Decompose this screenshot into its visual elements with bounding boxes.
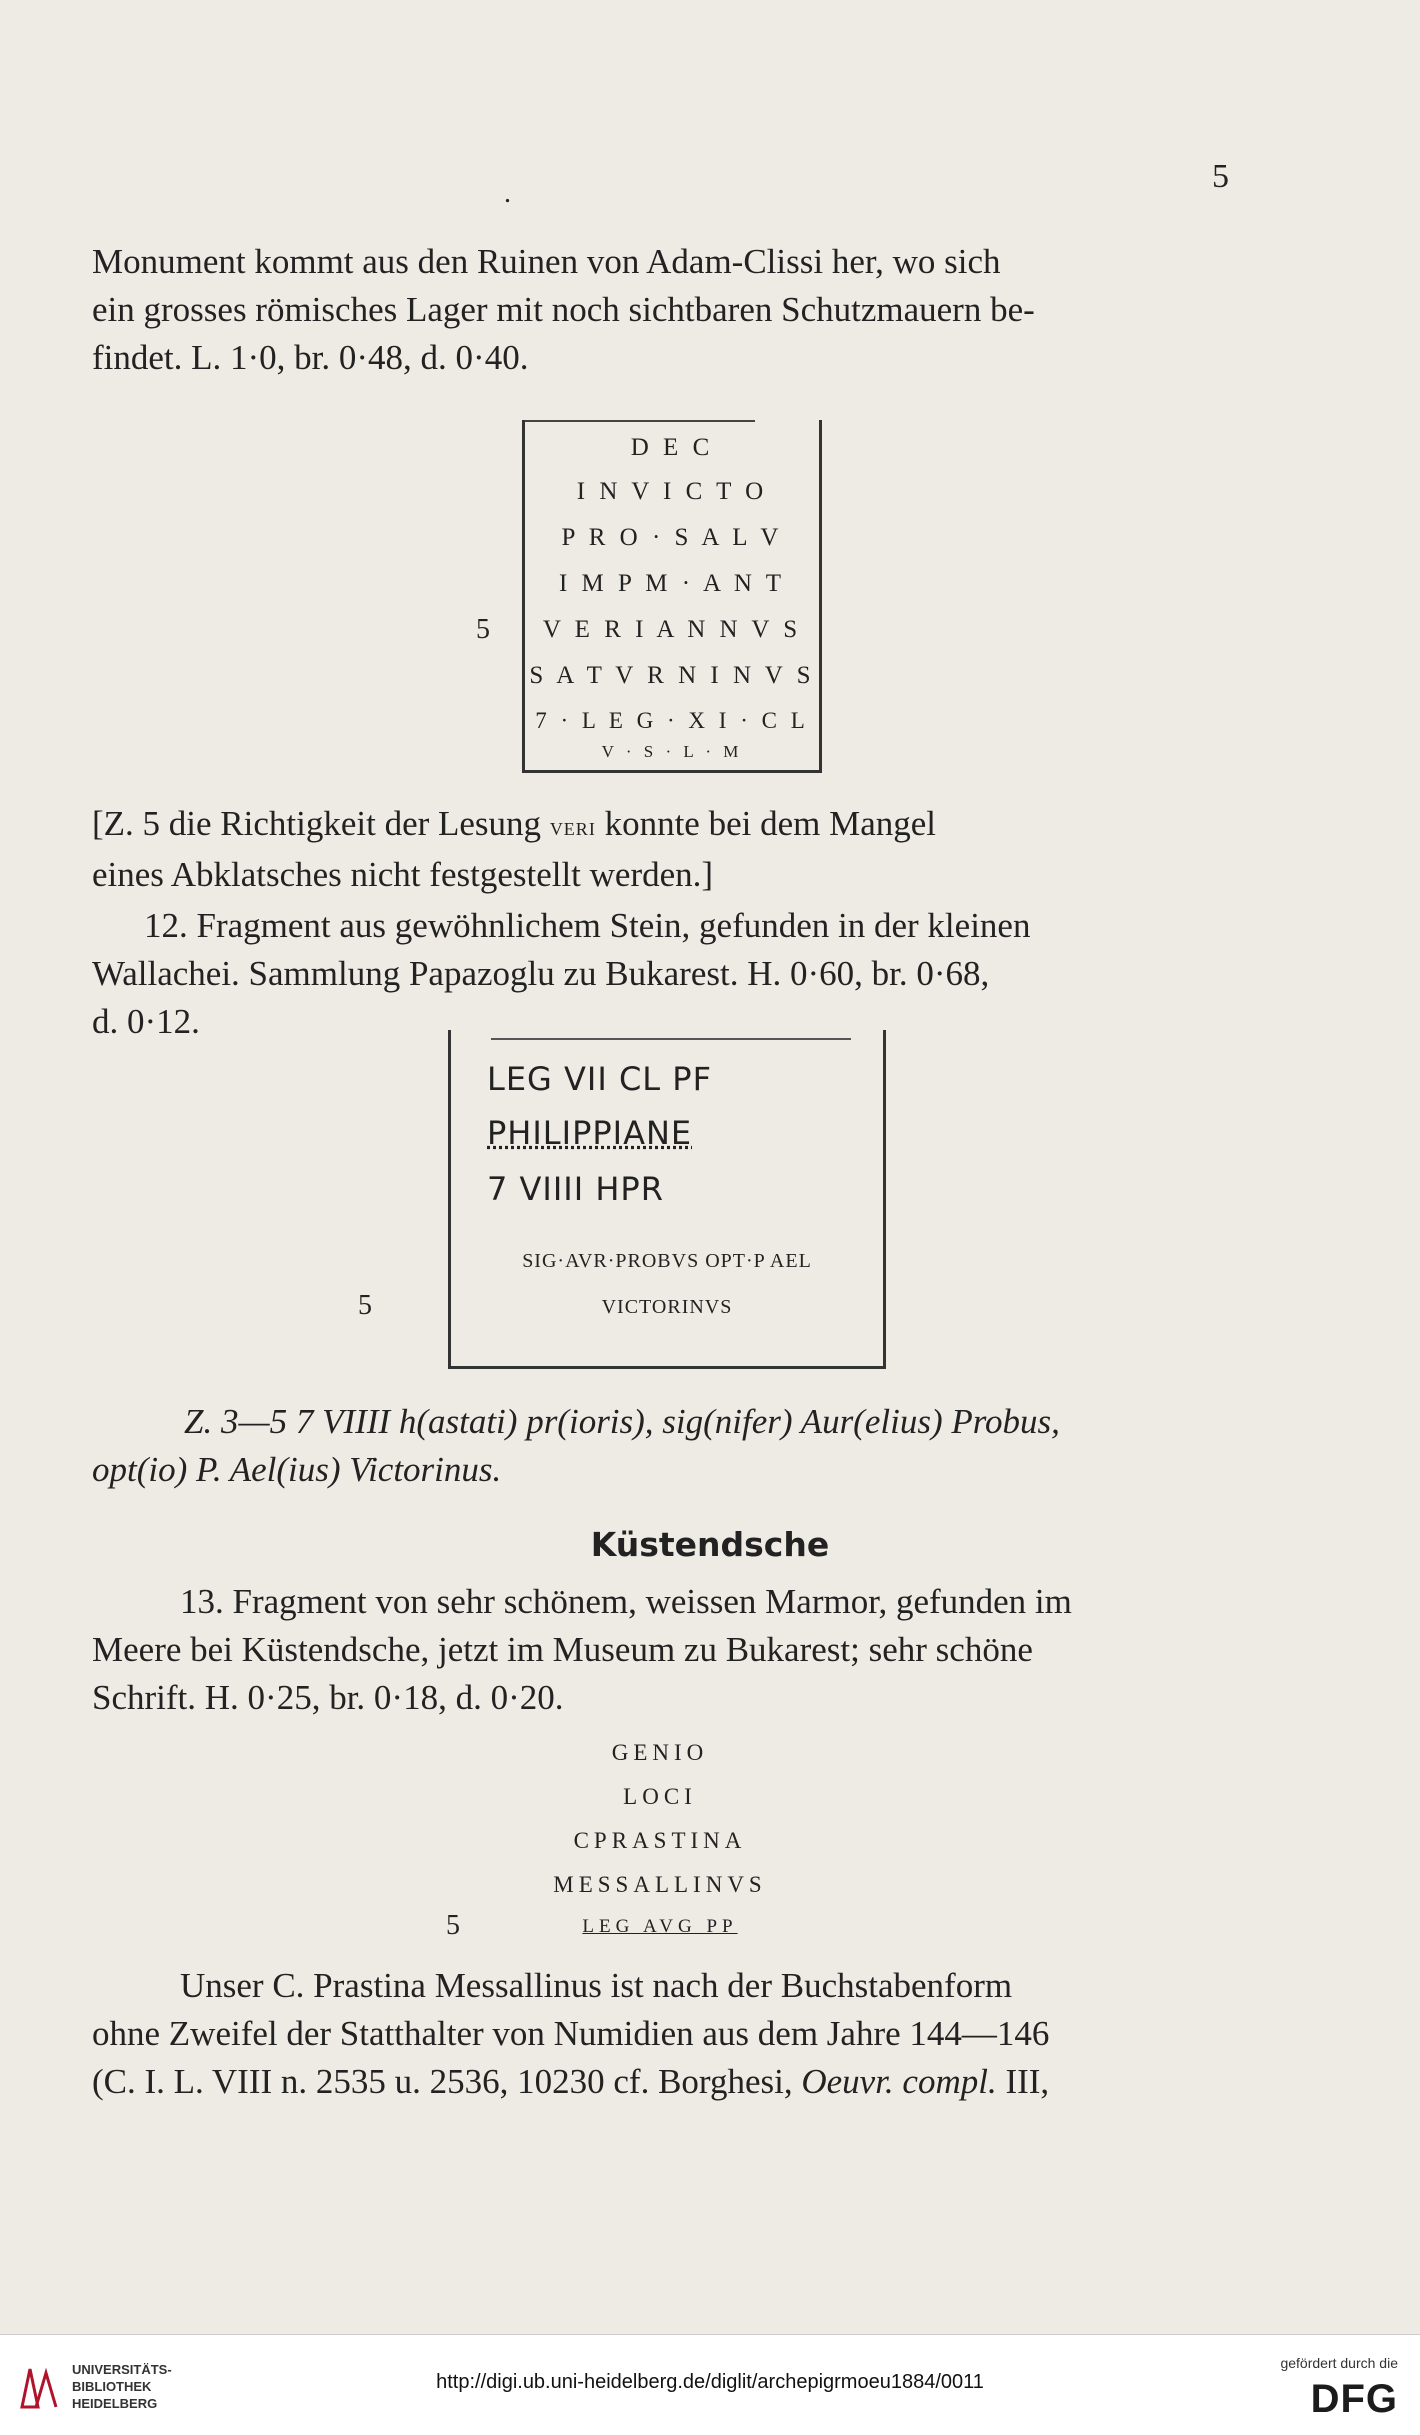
text-line xyxy=(92,2058,1236,2106)
inscription-line: P R O · S A L V xyxy=(561,524,783,551)
text-line: d. 0·12. xyxy=(92,1002,200,1041)
paragraph-prastina xyxy=(92,1962,1236,2106)
inscription-line: I M P M · A N T xyxy=(558,570,785,597)
dfg-logo[interactable]: DFG xyxy=(1310,2377,1398,2421)
inscription-line-number: 5 xyxy=(358,1290,372,1321)
text-line: ohne Zweifel der Statthalter von Numidien aus dem Jahre 144—146 xyxy=(92,2014,1050,2053)
inscription-line: CPRASTINA xyxy=(573,1828,747,1853)
paragraph-13 xyxy=(92,1578,1236,1722)
text-line: ein grosses römisches Lager mit noch sichtbaren Schutzmauern be- xyxy=(92,290,1035,329)
inscription-1 xyxy=(522,420,822,773)
small-caps-word: veri xyxy=(549,812,596,841)
text-line: opt(io) P. Ael(ius) Victorinus. xyxy=(92,1450,502,1489)
italic-title: Oeuvr. compl. xyxy=(801,2062,997,2101)
text-line: 12. Fragment aus gewöhnlichem Stein, gefunden in der kleinen xyxy=(144,906,1031,945)
text-line: 13. Fragment von sehr schönem, weissen Marmor, gefunden im xyxy=(180,1582,1072,1621)
inscription-line-number: 5 xyxy=(476,614,490,645)
inscription-line: LEG VII CL PF xyxy=(487,1060,712,1098)
text-line: eines Abklatsches nicht festgestellt werden.] xyxy=(92,855,714,894)
inscription-line: D E C xyxy=(630,434,714,461)
text-line: Schrift. H. 0·25, br. 0·18, d. 0·20. xyxy=(92,1678,564,1717)
text-segment: konnte bei dem Mangel xyxy=(595,804,937,843)
section-heading: Küstendsche xyxy=(590,1525,830,1564)
inscription-line: SIG·AVR·PROBVS OPT·P AEL xyxy=(522,1250,812,1272)
inscription-line-number: 5 xyxy=(446,1910,460,1941)
inscription-line: S A T V R N I N V S xyxy=(529,662,815,689)
paragraph-12 xyxy=(92,902,1236,1046)
library-name-line: UNIVERSITÄTS- xyxy=(72,2362,172,2377)
inscription-3 xyxy=(510,1740,810,1970)
library-name-line: HEIDELBERG xyxy=(72,2396,158,2411)
funded-by-label: gefördert durch die xyxy=(1280,2355,1398,2371)
inscription-line: 7 VIIII HPR xyxy=(487,1170,664,1208)
inscription-line: MESSALLINVS xyxy=(553,1872,767,1897)
text-line: Monument kommt aus den Ruinen von Adam-Clissi her, wo sich xyxy=(92,242,1001,281)
page-number: 5 xyxy=(1212,158,1229,195)
inscription-line: V E R I A N N V S xyxy=(542,616,802,643)
inscription-border-top xyxy=(525,420,755,422)
text-line: Z. 3—5 7 VIIII h(astati) pr(ioris), sig(nifer) Aur(elius) Probus, xyxy=(184,1402,1060,1441)
inscription-line: 7 · L E G · X I · C L xyxy=(535,708,809,733)
library-name-line: BIBLIOTHEK xyxy=(72,2379,152,2394)
inscription-line: LEG AVG PP xyxy=(582,1916,738,1937)
permalink-url[interactable]: http://digi.ub.uni-heidelberg.de/diglit/archepigrmoeu1884/0011 xyxy=(436,2371,984,2393)
text-segment: (C. I. L. VIII n. 2535 u. 2536, 10230 cf. Borghesi, xyxy=(92,2062,802,2101)
text-segment: III, xyxy=(996,2062,1050,2101)
inscription-border-top xyxy=(491,1038,851,1040)
text-line: Wallachei. Sammlung Papazoglu zu Bukarest. H. 0·60, br. 0·68, xyxy=(92,954,990,993)
inscription-line: I N V I C T O xyxy=(576,478,768,505)
inscription-line: LOCI xyxy=(623,1784,697,1809)
text-line: findet. L. 1·0, br. 0·48, d. 0·40. xyxy=(92,338,529,377)
inscription-line: GENIO xyxy=(611,1740,709,1765)
page-mark: . xyxy=(504,178,511,209)
inscription-line: V · S · L · M xyxy=(601,742,743,761)
text-line: Unser C. Prastina Messallinus ist nach der Buchstabenform xyxy=(180,1966,1013,2005)
text-segment: [Z. 5 die Richtigkeit der Lesung xyxy=(92,804,550,843)
text-line: Meere bei Küstendsche, jetzt im Museum zu Bukarest; sehr schöne xyxy=(92,1630,1033,1669)
inscription-line: VICTORINVS xyxy=(601,1296,733,1318)
paragraph-note xyxy=(92,800,1236,899)
inscription-2 xyxy=(448,1030,886,1369)
text-line xyxy=(92,800,1236,851)
footer-bar xyxy=(0,2334,1420,2435)
inscription-line: PHILIPPIANE xyxy=(487,1114,693,1152)
paragraph-commentary xyxy=(92,1398,1236,1494)
paragraph-monument xyxy=(92,238,1236,382)
